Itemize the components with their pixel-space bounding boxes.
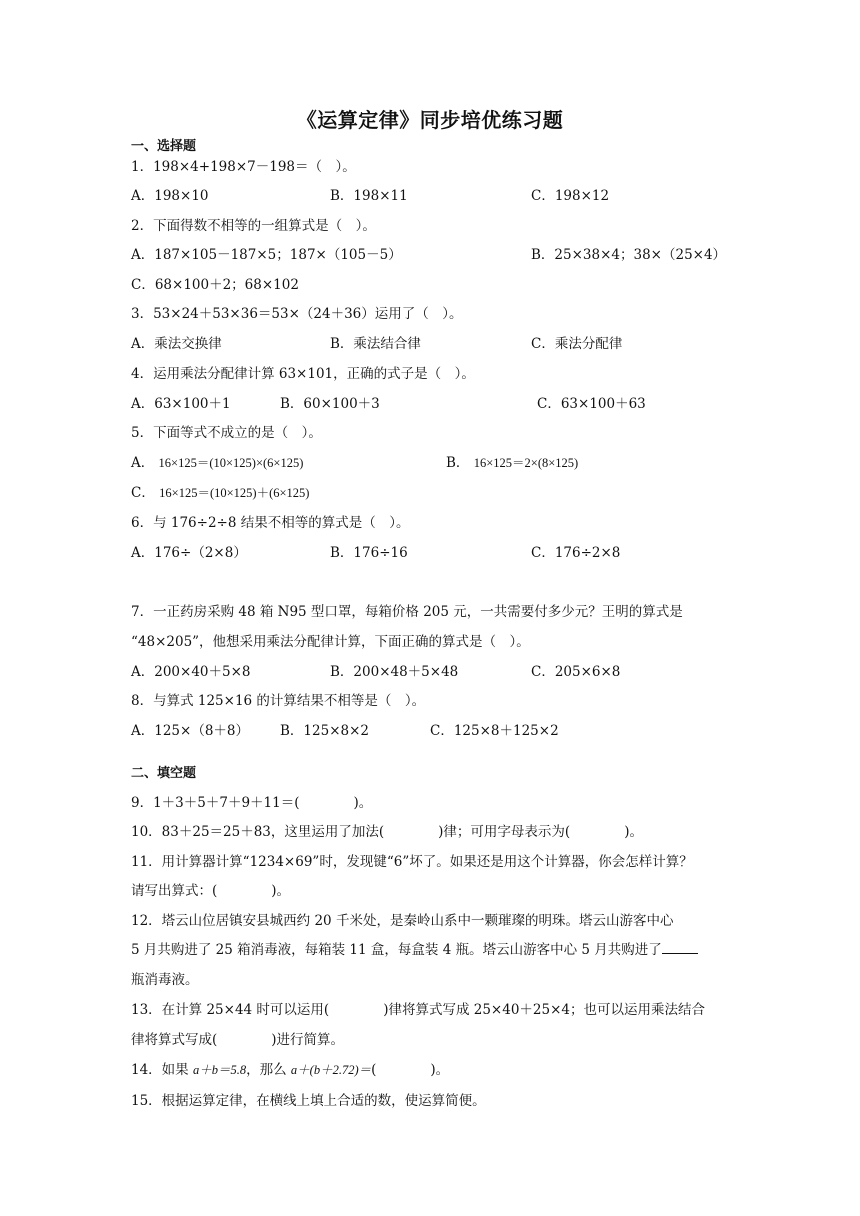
question-15: 15．根据运算定律，在横线上填上合适的数，使运算简便。 (131, 1093, 486, 1109)
question-1-option-c: C．198×12 (531, 188, 610, 204)
option-b-equation: 16×125＝2×(8×125) (473, 456, 579, 470)
option-a-label: A． (131, 455, 155, 471)
question-12-line2-text: 5 月共购进了 25 箱消毒液，每箱装 11 盒，每盒装 4 瓶。塔云山游客中心 5 月共购进了 (131, 942, 662, 958)
question-14-condition: a＋b＝5.8 (192, 1063, 247, 1077)
question-14-expression: a＋(b＋2.72)＝ (290, 1063, 372, 1077)
question-2-option-b: B．25×38×4；38×（25×4） (531, 247, 727, 263)
question-6-option-a: A．176÷（2×8） (131, 545, 247, 561)
option-c-equation: 16×125＝(10×125)＋(6×125) (159, 486, 310, 500)
question-8-stem: 8．与算式 125×16 的计算结果不相等是（ ）。 (131, 693, 426, 709)
section-heading-fill: 二、填空题 (131, 766, 197, 781)
question-14-mid: ，那么 (246, 1062, 291, 1078)
question-7-option-c: C．205×6×8 (531, 664, 621, 680)
question-7-stem-line1: 7．一正药房采购 48 箱 N95 型口罩，每箱价格 205 元，一共需要付多少元？王明的算式是 (131, 604, 683, 620)
question-11-line2: 请写出算式：( )。 (131, 883, 291, 899)
question-8-option-b: B．125×8×2 (280, 723, 369, 739)
option-c-label: C． (131, 485, 155, 501)
page-title: 《运算定律》同步培优练习题 (296, 108, 564, 132)
question-4-option-c: C．63×100＋63 (537, 396, 646, 412)
question-5-option-b (446, 451, 578, 471)
option-a-equation: 16×125＝(10×125)×(6×125) (158, 456, 304, 470)
question-4-stem: 4．运用乘法分配律计算 63×101，正确的式子是（ ）。 (131, 366, 475, 382)
question-3-option-a: A．乘法交换律 (131, 336, 222, 352)
question-12-line3: 瓶消毒液。 (131, 972, 199, 988)
question-6-option-b: B．176÷16 (330, 545, 408, 561)
question-3-option-c: C．乘法分配律 (531, 336, 623, 352)
question-8-option-a: A．125×（8＋8） (131, 723, 250, 739)
question-2-stem: 2．下面得数不相等的一组算式是（ ）。 (131, 218, 376, 234)
question-2-option-c: C．68×100＋2；68×102 (131, 277, 299, 293)
question-12-line1: 12．塔云山位居镇安县城西约 20 千米处，是秦岭山系中一颗璀璨的明珠。塔云山游客中心 (131, 913, 674, 929)
question-3-stem: 3．53×24＋53×36＝53×（24＋36）运用了（ ）。 (131, 306, 463, 322)
question-5-option-c (131, 481, 309, 501)
question-14 (131, 1058, 449, 1078)
question-7-option-b: B．200×48＋5×48 (330, 664, 459, 680)
answer-blank (662, 941, 698, 954)
question-4-option-b: B．60×100＋3 (280, 396, 380, 412)
question-3-option-b: B．乘法结合律 (330, 336, 421, 352)
question-1-option-a: A．198×10 (131, 188, 209, 204)
question-2-option-a: A．187×105－187×5；187×（105－5） (131, 247, 402, 263)
question-6-option-c: C．176÷2×8 (531, 545, 621, 561)
question-6-stem: 6．与 176÷2÷8 结果不相等的算式是（ ）。 (131, 515, 410, 531)
section-heading-choice: 一、选择题 (131, 139, 197, 154)
question-7-option-a: A．200×40＋5×8 (131, 664, 251, 680)
question-4-option-a: A．63×100＋1 (131, 396, 231, 412)
question-13-line2: 律将算式写成( )进行简算。 (131, 1032, 345, 1048)
question-7-stem-line2: “48×205”，他想采用乘法分配律计算，下面正确的算式是（ ）。 (131, 634, 530, 650)
question-8-option-c: C．125×8＋125×2 (430, 723, 559, 739)
question-9: 9．1＋3＋5＋7＋9＋11＝( )。 (131, 795, 373, 811)
option-b-label: B． (446, 455, 470, 471)
question-1-option-b: B．198×11 (330, 188, 408, 204)
question-5-option-a (131, 451, 303, 471)
question-12-line2 (131, 938, 698, 958)
question-1-stem: 1．198×4+198×7－198＝（ ）。 (131, 159, 356, 175)
question-5-stem: 5．下面等式不成立的是（ ）。 (131, 425, 322, 441)
question-14-suffix: ( )。 (371, 1062, 450, 1078)
question-14-prefix: 14．如果 (131, 1062, 193, 1078)
question-13-line1: 13．在计算 25×44 时可以运用( )律将算式写成 25×40＋25×4；也可以运用乘法结合 (131, 1002, 705, 1018)
question-10: 10．83＋25＝25＋83，这里运用了加法( )律；可用字母表示为( )。 (131, 824, 643, 840)
question-11-line1: 11．用计算器计算“1234×69”时，发现键“6”坏了。如果还是用这个计算器，你会怎样计算？ (131, 854, 693, 870)
